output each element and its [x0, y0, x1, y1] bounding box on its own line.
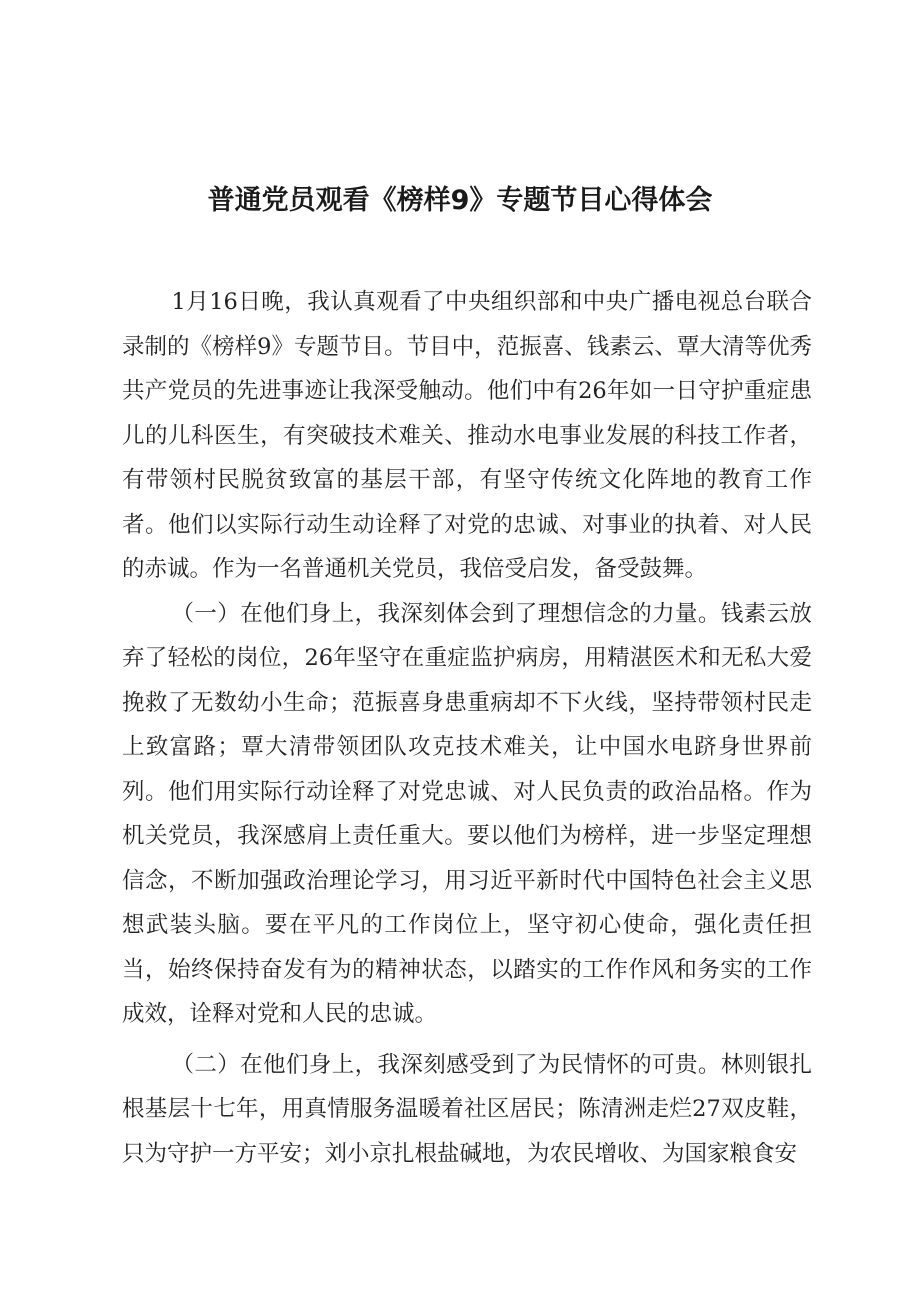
- paragraph-section-one: （一）在他们身上，我深刻体会到了理想信念的力量。钱素云放弃了轻松的岗位，26年坚守在重症监护病房，用精湛医术和无私大爱挽救了无数幼小生命；范振喜身患重病却不下火线，坚持带领村民走上致富路；覃大清带领团队攻克技术难关，让中国水电跻身世界前列。他们用实际行动诠释了对党忠诚、对人民负责的政治品格。作为机关党员，我深感肩上责任重大。要以他们为榜样，进一步坚定理想信念，不断加强政治理论学习，用习近平新时代中国特色社会主义思想武装头脑。要在平凡的工作岗位上，坚守初心使命，强化责任担当，始终保持奋发有为的精神状态，以踏实的工作作风和务实的工作成效，诠释对党和人民的忠诚。: [122, 600, 812, 1027]
- paragraph-section-two: （二）在他们身上，我深刻感受到了为民情怀的可贵。林则银扎根基层十七年，用真情服务温暖着社区居民；陈清洲走烂27双皮鞋，只为守护一方平安；刘小京扎根盐碱地，为农民增收、为国家粮食安: [122, 1051, 812, 1167]
- document-title: 普通党员观看《榜样9》专题节目心得体会: [207, 185, 713, 216]
- document-body: [122, 280, 812, 1176]
- paragraph-intro: 1月16日晚，我认真观看了中央组织部和中央广播电视总台联合录制的《榜样9》专题节目。节目中，范振喜、钱素云、覃大清等优秀共产党员的先进事迹让我深受触动。他们中有26年如一日守护重症患儿的儿科医生，有突破技术难关、推动水电事业发展的科技工作者，有带领村民脱贫致富的基层干部，有坚守传统文化阵地的教育工作者。他们以实际行动生动诠释了对党的忠诚、对事业的执着、对人民的赤诚。作为一名普通机关党员，我倍受启发，备受鼓舞。: [122, 289, 812, 582]
